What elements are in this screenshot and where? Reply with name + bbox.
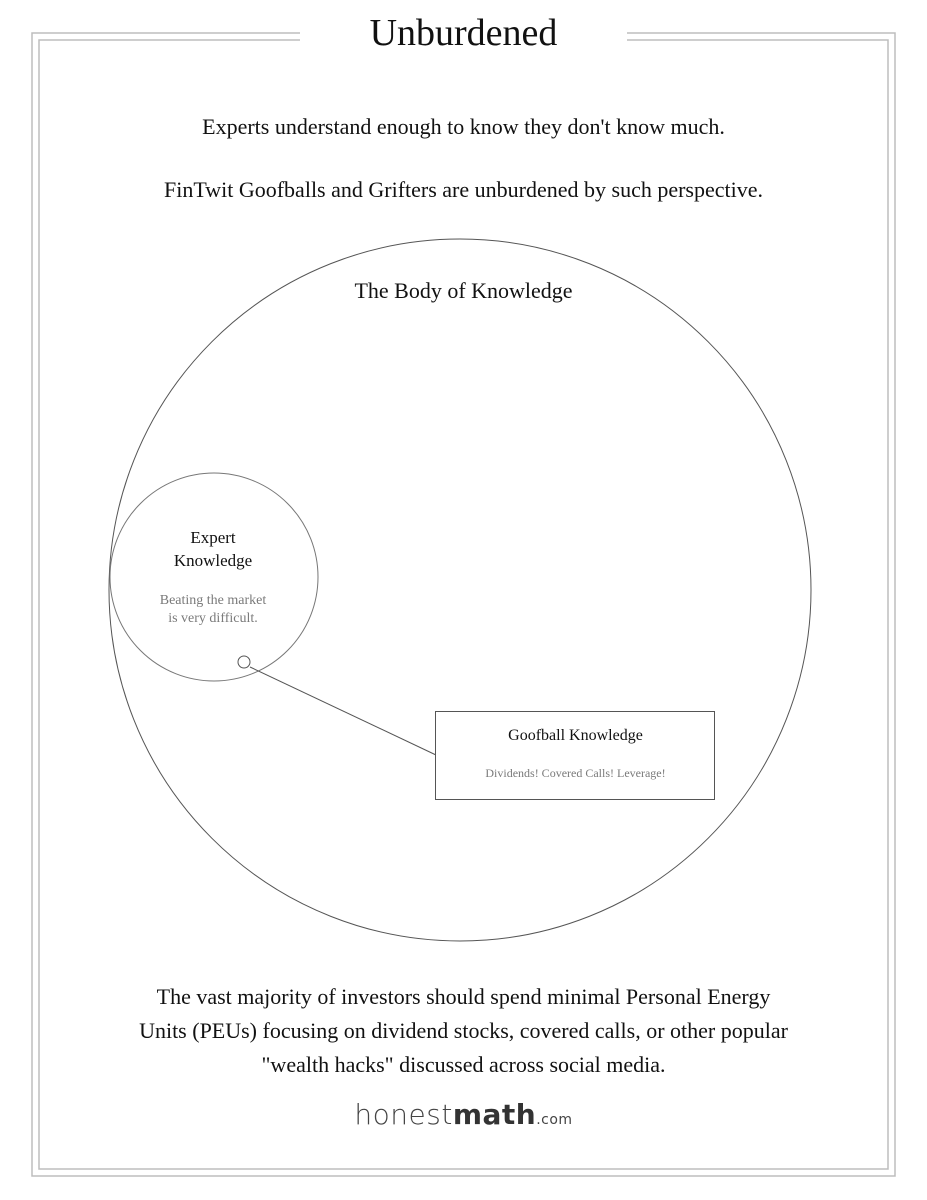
closing-line2: Units (PEUs) focusing on dividend stocks, covered calls, or other popular	[139, 1018, 788, 1043]
logo-honest: honest	[354, 1098, 453, 1131]
logo-math: math	[452, 1098, 537, 1131]
expert-knowledge-label	[113, 526, 313, 572]
intro-line-experts: Experts understand enough to know they don't know much.	[202, 114, 725, 139]
expert-note-line1: Beating the market	[159, 593, 267, 608]
goofball-knowledge-label: Goofball Knowledge	[508, 727, 643, 744]
logo-dotcom: .com	[536, 1112, 573, 1128]
expert-note-line2: is very difficult.	[168, 611, 258, 626]
goofball-callout-box	[436, 712, 715, 800]
closing-line1: The vast majority of investors should spend minimal Personal Energy	[156, 984, 771, 1009]
expert-knowledge-circle	[110, 473, 318, 681]
honestmath-logo	[0, 1095, 927, 1140]
goofball-knowledge-note: Dividends! Covered Calls! Leverage!	[485, 766, 666, 780]
expert-label-line1: Expert	[190, 528, 236, 547]
expert-label-line2: Knowledge	[173, 551, 253, 570]
closing-paragraph	[100, 980, 827, 1082]
intro-line-goofballs: FinTwit Goofballs and Grifters are unburdened by such perspective.	[163, 177, 764, 202]
page-title: Unburdened	[369, 12, 558, 54]
body-of-knowledge-label: The Body of Knowledge	[354, 278, 573, 303]
expert-knowledge-note	[113, 592, 313, 628]
body-of-knowledge-circle	[109, 239, 811, 941]
closing-line3: "wealth hacks" discussed across social media.	[261, 1052, 666, 1077]
goofball-knowledge-dot	[238, 656, 250, 668]
connector-line	[250, 667, 436, 755]
